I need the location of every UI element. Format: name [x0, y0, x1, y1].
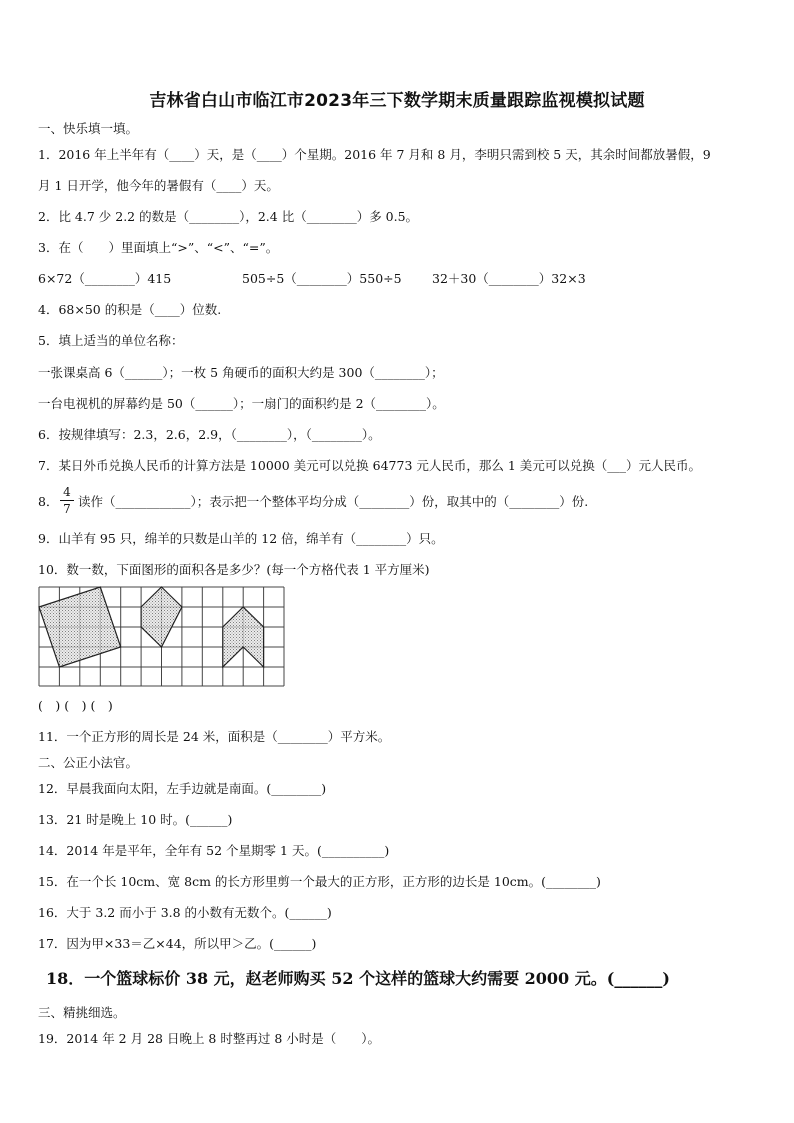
question-3-item-1: 6×72（________）415	[38, 271, 172, 286]
question-16: 16．大于 3.2 而小于 3.8 的小数有无数个。(______)	[38, 905, 332, 920]
question-3-item-3: 32＋30（________）32×3	[432, 271, 586, 286]
question-5-line-a: 一张课桌高 6（______）；一枚 5 角硬币的面积大约是 300（________）；	[38, 365, 444, 380]
question-15: 15．在一个长 10cm、宽 8cm 的长方形里剪一个最大的正方形，正方形的边长是 10cm。(________)	[38, 874, 601, 889]
fraction-bar	[60, 500, 74, 501]
question-10: 10．数一数，下面图形的面积各是多少？(每一个方格代表 1 平方厘米)	[38, 562, 430, 577]
question-3-items	[38, 271, 586, 287]
fraction-numerator: 4	[63, 485, 71, 499]
question-8-text: 读作（____________）；表示把一个整体平均分成（________）份，取其中的（________）份.	[78, 494, 589, 509]
question-8-fraction	[60, 485, 74, 516]
question-4: 4．68×50 的积是（____）位数.	[38, 302, 222, 317]
question-10-answers: ( ) ( ) ( )	[38, 698, 113, 713]
question-3: 3．在（ ）里面填上“>”、“<”、“=”。	[38, 240, 279, 255]
question-3-item-2: 505÷5（________）550÷5	[242, 271, 402, 286]
question-11: 11．一个正方形的周长是 24 米，面积是（________）平方米。	[38, 729, 391, 744]
shape-tilted-square	[39, 587, 121, 667]
shape-hexagon	[141, 587, 182, 647]
question-9: 9．山羊有 95 只，绵羊的只数是山羊的 12 倍，绵羊有（________）只。	[38, 531, 444, 546]
question-14: 14．2014 年是平年，全年有 52 个星期零 1 天。(__________)	[38, 843, 390, 858]
question-1-line-2: 月 1 日开学，他今年的暑假有（____）天。	[38, 178, 279, 193]
question-19: 19．2014 年 2 月 28 日晚上 8 时整再过 8 小时是（ ）。	[38, 1031, 380, 1046]
section-heading-1: 一、快乐填一填。	[38, 121, 139, 136]
question-1-line-1: 1．2016 年上半年有（____）天，是（____）个星期。2016 年 7 月和 8 月，李明只需到校 5 天，其余时间都放暑假，9	[38, 147, 711, 162]
section-heading-3: 三、精挑细选。	[38, 1005, 126, 1020]
area-grid-figure	[38, 586, 286, 692]
question-18: 18．一个篮球标价 38 元，赵老师购买 52 个这样的篮球大约需要 2000 元。(______)	[46, 969, 670, 988]
question-13: 13．21 时是晚上 10 时。(______)	[38, 812, 233, 827]
question-17: 17．因为甲×33＝乙×44，所以甲＞乙。(______)	[38, 936, 317, 951]
question-6: 6．按规律填写：2.3，2.6，2.9，（________），（________）。	[38, 427, 381, 442]
question-5: 5．填上适当的单位名称：	[38, 333, 184, 348]
fraction-denominator: 7	[63, 502, 71, 516]
question-8-number: 8．	[38, 494, 59, 509]
question-12: 12．早晨我面向太阳，左手边就是南面。(________)	[38, 781, 327, 796]
question-7: 7．某日外币兑换人民币的计算方法是 10000 美元可以兑换 64773 元人民币，那么 1 美元可以兑换（___）元人民币。	[38, 458, 702, 473]
grid-svg	[38, 586, 286, 688]
page-title: 吉林省白山市临江市2023年三下数学期末质量跟踪监视模拟试题	[149, 91, 645, 111]
question-2: 2．比 4.7 少 2.2 的数是（________），2.4 比（________）多 0.5。	[38, 209, 419, 224]
question-5-line-b: 一台电视机的屏幕约是 50（______）；一扇门的面积约是 2（________）。	[38, 396, 445, 411]
section-heading-2: 二、公正小法官。	[38, 755, 139, 770]
